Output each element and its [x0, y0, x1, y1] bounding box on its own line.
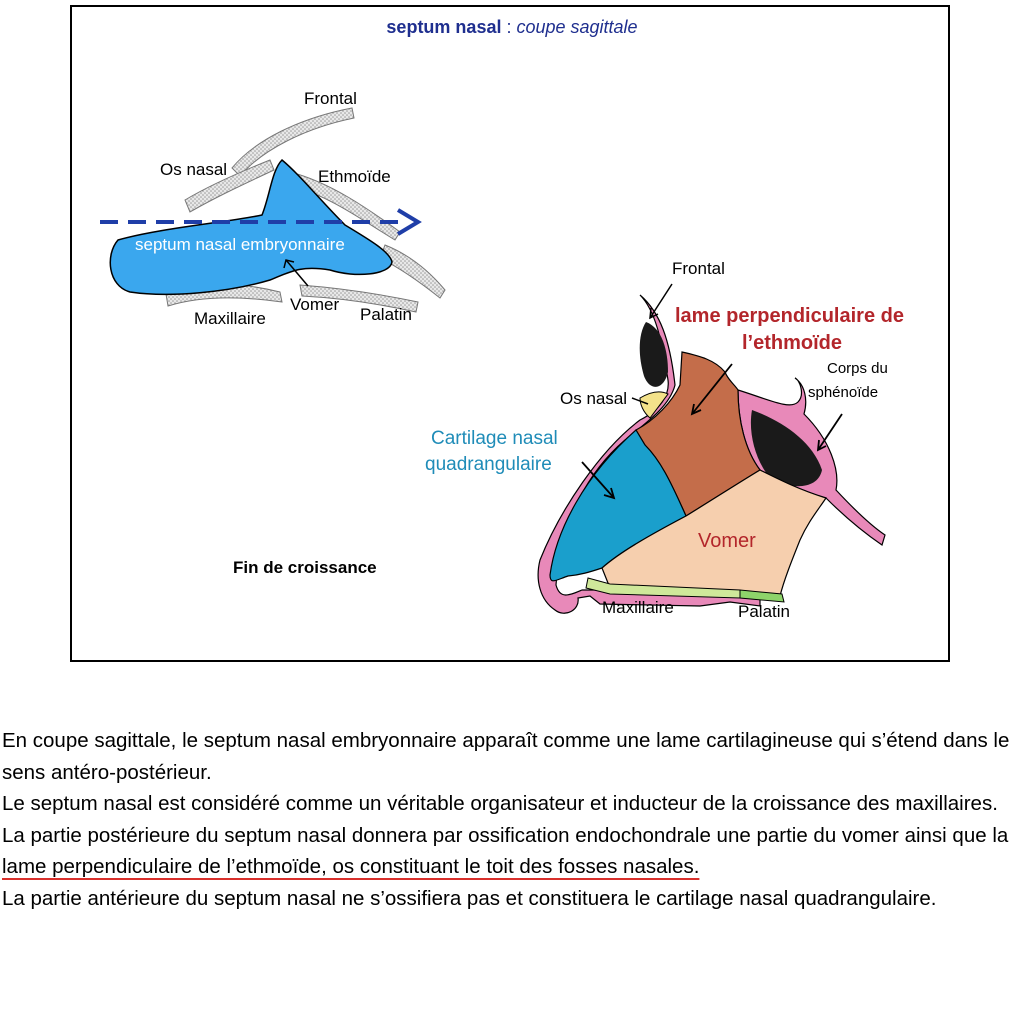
- adult-label-maxillaire: Maxillaire: [602, 598, 674, 617]
- adult-label-palatin: Palatin: [738, 602, 790, 621]
- embryo-label-vomer: Vomer: [290, 295, 340, 314]
- embryo-axis-arrowhead: [398, 210, 418, 234]
- paragraph-2: Le septum nasal est considéré comme un véritable organisateur et inducteur de la croissance des maxillaires.: [2, 792, 998, 815]
- adult-corps-pointer: [818, 414, 842, 450]
- paragraph-3-start: La partie postérieure du septum nasal donnera par ossification endochondrale une partie du vomer ainsi que la: [2, 823, 1009, 847]
- embryo-frontal-bone: [232, 108, 354, 176]
- title-separator: :: [501, 17, 517, 37]
- paragraph-1: En coupe sagittale, le septum nasal embryonnaire apparaît comme une lame cartilagineuse qui s’étend dans le sens antéro-postérieur.: [2, 729, 1010, 784]
- embryo-diagram: [100, 89, 445, 328]
- adult-label-os-nasal: Os nasal: [560, 389, 628, 408]
- title-main: septum nasal: [386, 17, 502, 37]
- adult-label-fin-de-croissance: Fin de croissance: [233, 558, 377, 577]
- embryo-label-ethmoide: Ethmoïde: [318, 167, 391, 186]
- embryo-label-frontal: Frontal: [304, 89, 357, 108]
- adult-label-cartilage-line2: quadrangulaire: [425, 454, 552, 475]
- title-subtitle: coupe sagittale: [516, 17, 638, 37]
- embryo-posterior-bone: [380, 245, 445, 298]
- paragraph-3: [2, 820, 1022, 883]
- embryo-label-maxillaire: Maxillaire: [194, 309, 266, 328]
- adult-label-cartilage-line1: Cartilage nasal: [431, 428, 558, 449]
- embryo-label-palatin: Palatin: [360, 305, 412, 324]
- adult-label-lame-line2: l’ethmoïde: [742, 332, 843, 354]
- paragraph-3-highlight: lame perpendiculaire de l’ethmoïde, os constituant le toit des fosses nasales.: [2, 855, 700, 878]
- adult-frontal-pointer: [650, 284, 672, 318]
- explanation-text: [2, 725, 1022, 914]
- embryo-label-os-nasal: Os nasal: [160, 160, 228, 179]
- figure-title: [386, 17, 637, 37]
- adult-label-corps-line1: Corps du: [827, 360, 888, 377]
- paragraph-4: La partie antérieure du septum nasal ne s’ossifiera pas et constituera le cartilage nasal quadrangulaire.: [2, 886, 937, 910]
- adult-label-corps-line2: sphénoïde: [808, 384, 879, 401]
- adult-label-lame-line1: lame perpendiculaire de: [675, 305, 904, 327]
- embryo-label-septum: septum nasal embryonnaire: [135, 235, 345, 254]
- adult-label-frontal: Frontal: [672, 259, 725, 278]
- adult-label-vomer: Vomer: [698, 530, 756, 552]
